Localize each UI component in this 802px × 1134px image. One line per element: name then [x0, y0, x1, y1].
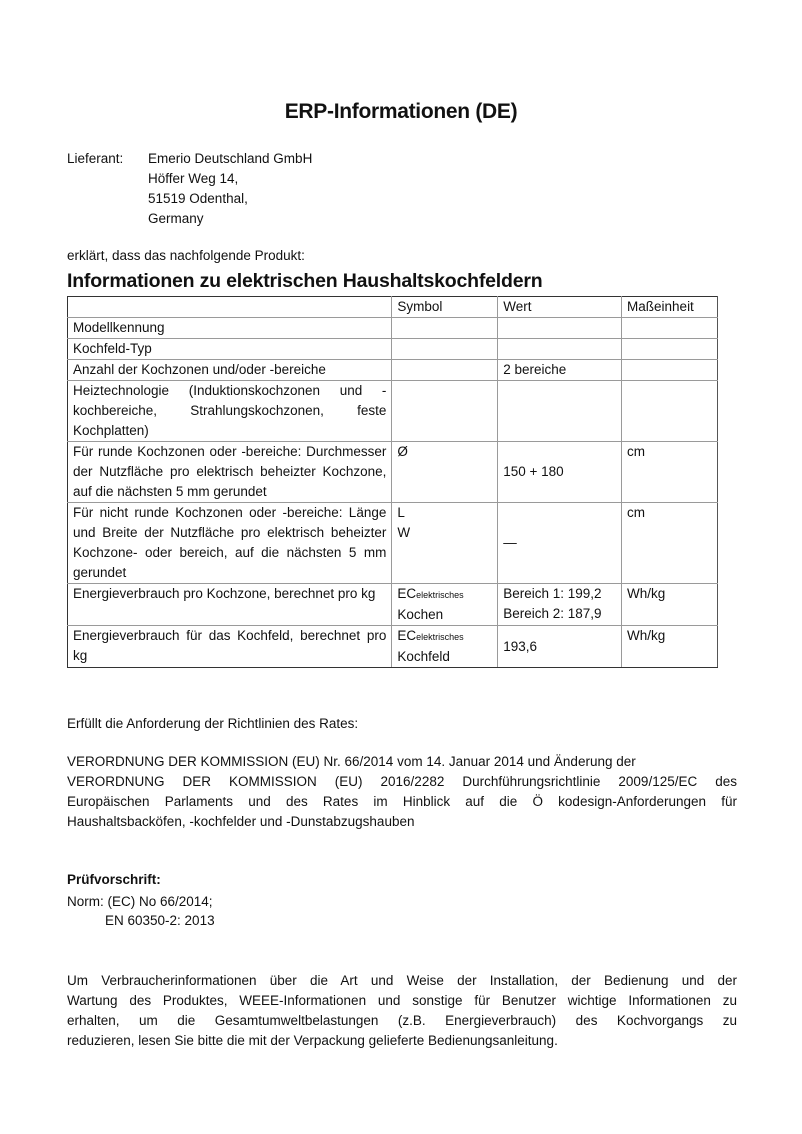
row-label: Für runde Kochzonen oder -bereiche: Durchmesser der Nutzfläche pro elektrisch beheizter Kochzone, auf die nächsten 5 mm gerundet: [68, 442, 392, 503]
row-symbol: EC: [397, 628, 417, 643]
row-symbol-width: W: [397, 525, 411, 540]
header-cell-symbol: Symbol: [392, 297, 498, 318]
table-row: [68, 381, 718, 442]
supplier-address: [148, 149, 312, 229]
row-label: Heiztechnologie (Induktionskochzonen und -kochbereiche, Strahlungskochzonen, feste Kochplatten): [68, 381, 392, 442]
consumer-info-line: Um Verbraucherinformationen über die Art und Weise der Installation, der Bedienung und der: [67, 973, 737, 988]
row-symbol-cell: [392, 503, 498, 584]
row-unit: [622, 339, 718, 360]
table-row: [68, 442, 718, 503]
row-symbol-cell: [392, 626, 498, 668]
row-unit: cm: [622, 503, 718, 584]
row-value: 150 + 180: [498, 442, 622, 503]
row-symbol: [392, 339, 498, 360]
supplier-label: Lieferant:: [67, 151, 124, 166]
row-symbol-line2: Kochfeld: [397, 649, 450, 664]
row-label: Anzahl der Kochzonen und/oder -bereiche: [68, 360, 392, 381]
row-value: [498, 318, 622, 339]
row-value: [498, 339, 622, 360]
table-header-row: [68, 297, 718, 318]
test-spec-norms: [67, 892, 215, 930]
row-symbol: Ø: [392, 442, 498, 503]
section-title: Informationen zu elektrischen Haushaltskochfeldern: [67, 270, 543, 292]
regulation-line: VERORDNUNG DER KOMMISSION (EU) 2016/2282 Durchführungsrichtlinie 2009/125/EC des: [67, 774, 737, 789]
supplier-street: Höffer Weg 14,: [148, 171, 239, 186]
supplier-city: 51519 Odenthal,: [148, 191, 248, 206]
row-symbol: [392, 381, 498, 442]
fulfils-statement: Erfüllt die Anforderung der Richtlinien des Rates:: [67, 716, 359, 731]
row-symbol: EC: [397, 586, 417, 601]
norm-line: EN 60350-2: 2013: [105, 913, 215, 928]
consumer-info-line: reduzieren, lesen Sie bitte die mit der Verpackung gelieferte Bedienungsanleitung.: [67, 1033, 558, 1048]
table-row: [68, 318, 718, 339]
declaration-text: erklärt, dass das nachfolgende Produkt:: [67, 248, 305, 263]
row-symbol-subscript: elektrisches: [416, 590, 464, 600]
row-value: —: [498, 503, 622, 584]
table-row: [68, 360, 718, 381]
row-symbol: [392, 360, 498, 381]
consumer-info-line: erhalten, um die Gesamtumweltbelastungen (z.B. Energieverbrauch) des Kochvorgangs zu: [67, 1013, 737, 1028]
row-unit: Wh/kg: [622, 626, 718, 668]
row-label: Für nicht runde Kochzonen oder -bereiche: Länge und Breite der Nutzfläche pro elektrisch beheizter Kochzone- oder bereich, auf die nächsten 5 mm gerundet: [68, 503, 392, 584]
consumer-info-line: Wartung des Produktes, WEEE-Informationen und sonstige für Benutzer wichtige Informationen zu: [67, 993, 737, 1008]
row-value-zone2: Bereich 2: 187,9: [503, 606, 602, 621]
table-row: [68, 584, 718, 626]
row-unit: [622, 381, 718, 442]
test-spec-heading: Prüfvorschrift:: [67, 872, 161, 887]
row-unit: Wh/kg: [622, 584, 718, 626]
table-row: [68, 626, 718, 668]
row-unit: [622, 360, 718, 381]
row-label: Energieverbrauch pro Kochzone, berechnet pro kg: [68, 584, 392, 626]
row-symbol: [392, 318, 498, 339]
table-row: [68, 503, 718, 584]
row-value: 193,6: [498, 626, 622, 668]
table-row: [68, 339, 718, 360]
hob-info-table: [67, 296, 718, 668]
supplier-country: Germany: [148, 211, 204, 226]
document-title: ERP-Informationen (DE): [284, 100, 518, 123]
row-symbol-length: L: [397, 505, 405, 520]
header-cell-value: Wert: [498, 297, 622, 318]
row-value-cell: [498, 584, 622, 626]
consumer-info-paragraph: [67, 971, 737, 1051]
row-label: Kochfeld-Typ: [68, 339, 392, 360]
regulation-line: VERORDNUNG DER KOMMISSION (EU) Nr. 66/2014 vom 14. Januar 2014 und Änderung der: [67, 754, 636, 769]
row-unit: [622, 318, 718, 339]
header-cell-label: [68, 297, 392, 318]
row-symbol-line2: Kochen: [397, 607, 444, 622]
row-symbol-subscript: elektrisches: [416, 632, 464, 642]
supplier-name: Emerio Deutschland GmbH: [148, 151, 313, 166]
regulation-paragraph: [67, 752, 737, 832]
row-symbol-cell: [392, 584, 498, 626]
regulation-line: Haushaltsbacköfen, -kochfelder und -Dunstabzugshauben: [67, 814, 415, 829]
row-value: [498, 381, 622, 442]
regulation-line: Europäischen Parlaments und des Rates im Hinblick auf die Ö kodesign-Anforderungen für: [67, 794, 737, 809]
norm-line: Norm: (EC) No 66/2014;: [67, 894, 213, 909]
row-label: Energieverbrauch für das Kochfeld, berechnet pro kg: [68, 626, 392, 668]
row-value-zone1: Bereich 1: 199,2: [503, 586, 602, 601]
row-value: 2 bereiche: [498, 360, 622, 381]
header-cell-unit: Maßeinheit: [622, 297, 718, 318]
row-label: Modellkennung: [68, 318, 392, 339]
row-unit: cm: [622, 442, 718, 503]
